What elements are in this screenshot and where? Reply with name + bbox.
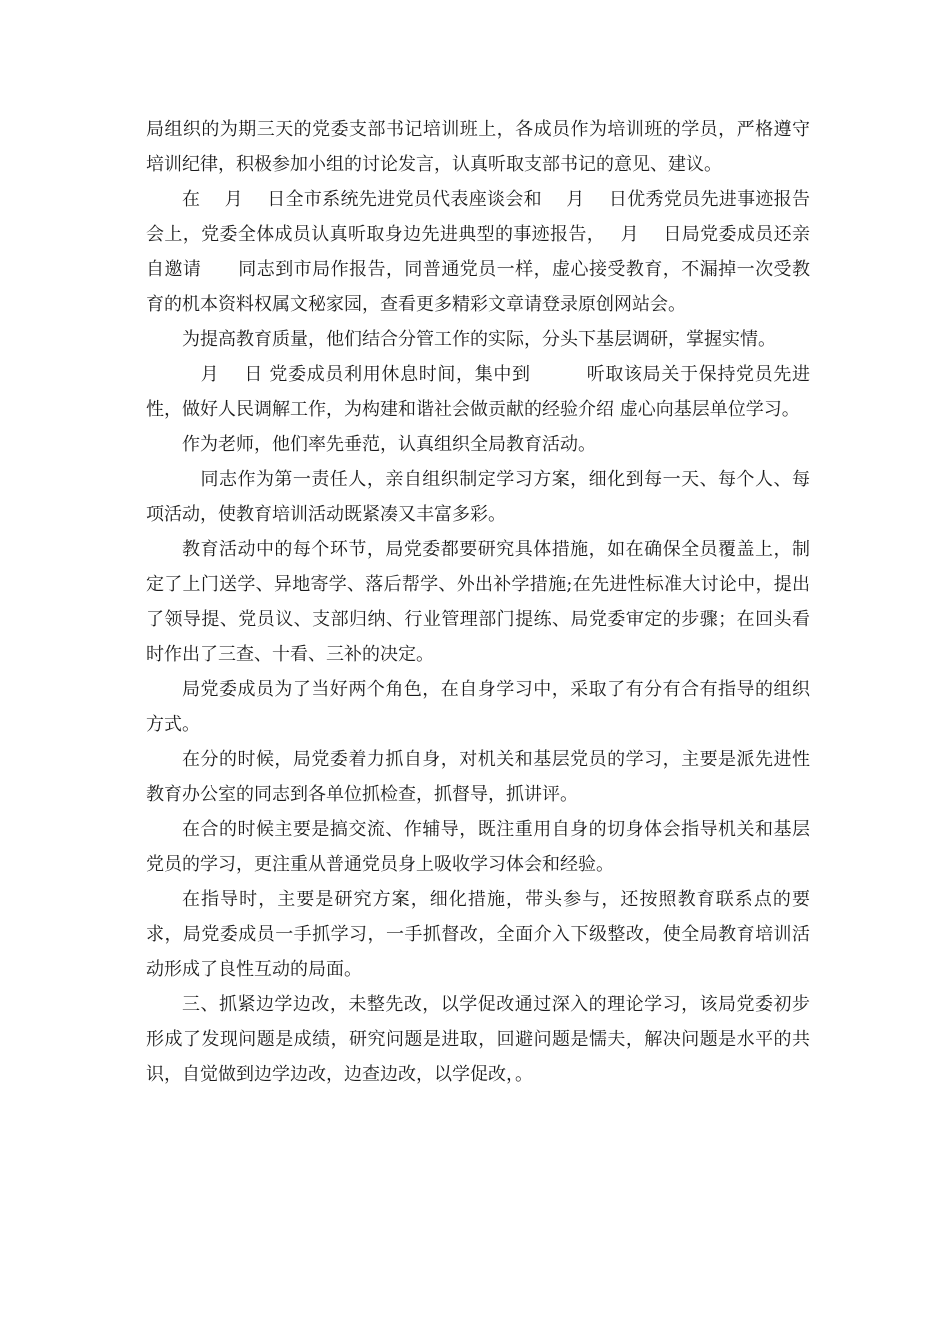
document-body: [146, 112, 810, 1092]
paragraph-6: 同志作为第一责任人，亲自组织制定学习方案，细化到每一天、每个人、每项活动，使教育培训活动既紧凑又丰富多彩。: [146, 469, 810, 525]
paragraph-11: 在指导时，主要是研究方案，细化措施，带头参与，还按照教育联系点的要求，局党委成员一手抓学习，一手抓督改，全面介入下级整改，使全局教育培训活动形成了良性互动的局面。: [146, 889, 810, 980]
paragraph-4: 月 日 党委成员利用休息时间，集中到 听取该局关于保持党员先进性，做好人民调解工作，为构建和谐社会做贡献的经验介绍 虚心向基层单位学习。: [146, 364, 810, 420]
paragraph-1: 局组织的为期三天的党委支部书记培训班上，各成员作为培训班的学员，严格遵守培训纪律，积极参加小组的讨论发言，认真听取支部书记的意见、建议。: [146, 119, 810, 175]
paragraph-12: 三、抓紧边学边改，未整先改，以学促改通过深入的理论学习，该局党委初步形成了发现问题是成绩，研究问题是进取，回避问题是懦夫，解决问题是水平的共识，自觉做到边学边改，边查边改，以学促改，。: [146, 994, 810, 1085]
paragraph-5: 作为老师，他们率先垂范，认真组织全局教育活动。: [182, 434, 596, 455]
paragraph-10: 在合的时候主要是搞交流、作辅导，既注重用自身的切身体会指导机关和基层党员的学习，更注重从普通党员身上吸收学习体会和经验。: [146, 819, 810, 875]
paragraph-3: 为提高教育质量，他们结合分管工作的实际，分头下基层调研，掌握实情。: [182, 329, 776, 350]
paragraph-7: 教育活动中的每个环节，局党委都要研究具体措施，如在确保全员覆盖上，制定了上门送学、异地寄学、落后帮学、外出补学措施;在先进性标准大讨论中，提出了领导提、党员议、支部归纳、行业管理部门提练、局党委审定的步骤；在回头看时作出了三查、十看、三补的决定。: [146, 539, 810, 665]
paragraph-9: 在分的时候，局党委着力抓自身，对机关和基层党员的学习，主要是派先进性教育办公室的同志到各单位抓检查，抓督导，抓讲评。: [146, 749, 810, 805]
paragraph-8: 局党委成员为了当好两个角色，在自身学习中，采取了有分有合有指导的组织方式。: [146, 679, 810, 735]
paragraph-2: 在 月 日全市系统先进党员代表座谈会和 月 日优秀党员先进事迹报告会上，党委全体成员认真听取身边先进典型的事迹报告， 月 日局党委成员还亲自邀请 同志到市局作报告，同普通党员一样，虚心接受教育，不漏掉一次受教育的机本资料权属文秘家园，查看更多精彩文章请登录原创网站会。: [146, 189, 810, 315]
